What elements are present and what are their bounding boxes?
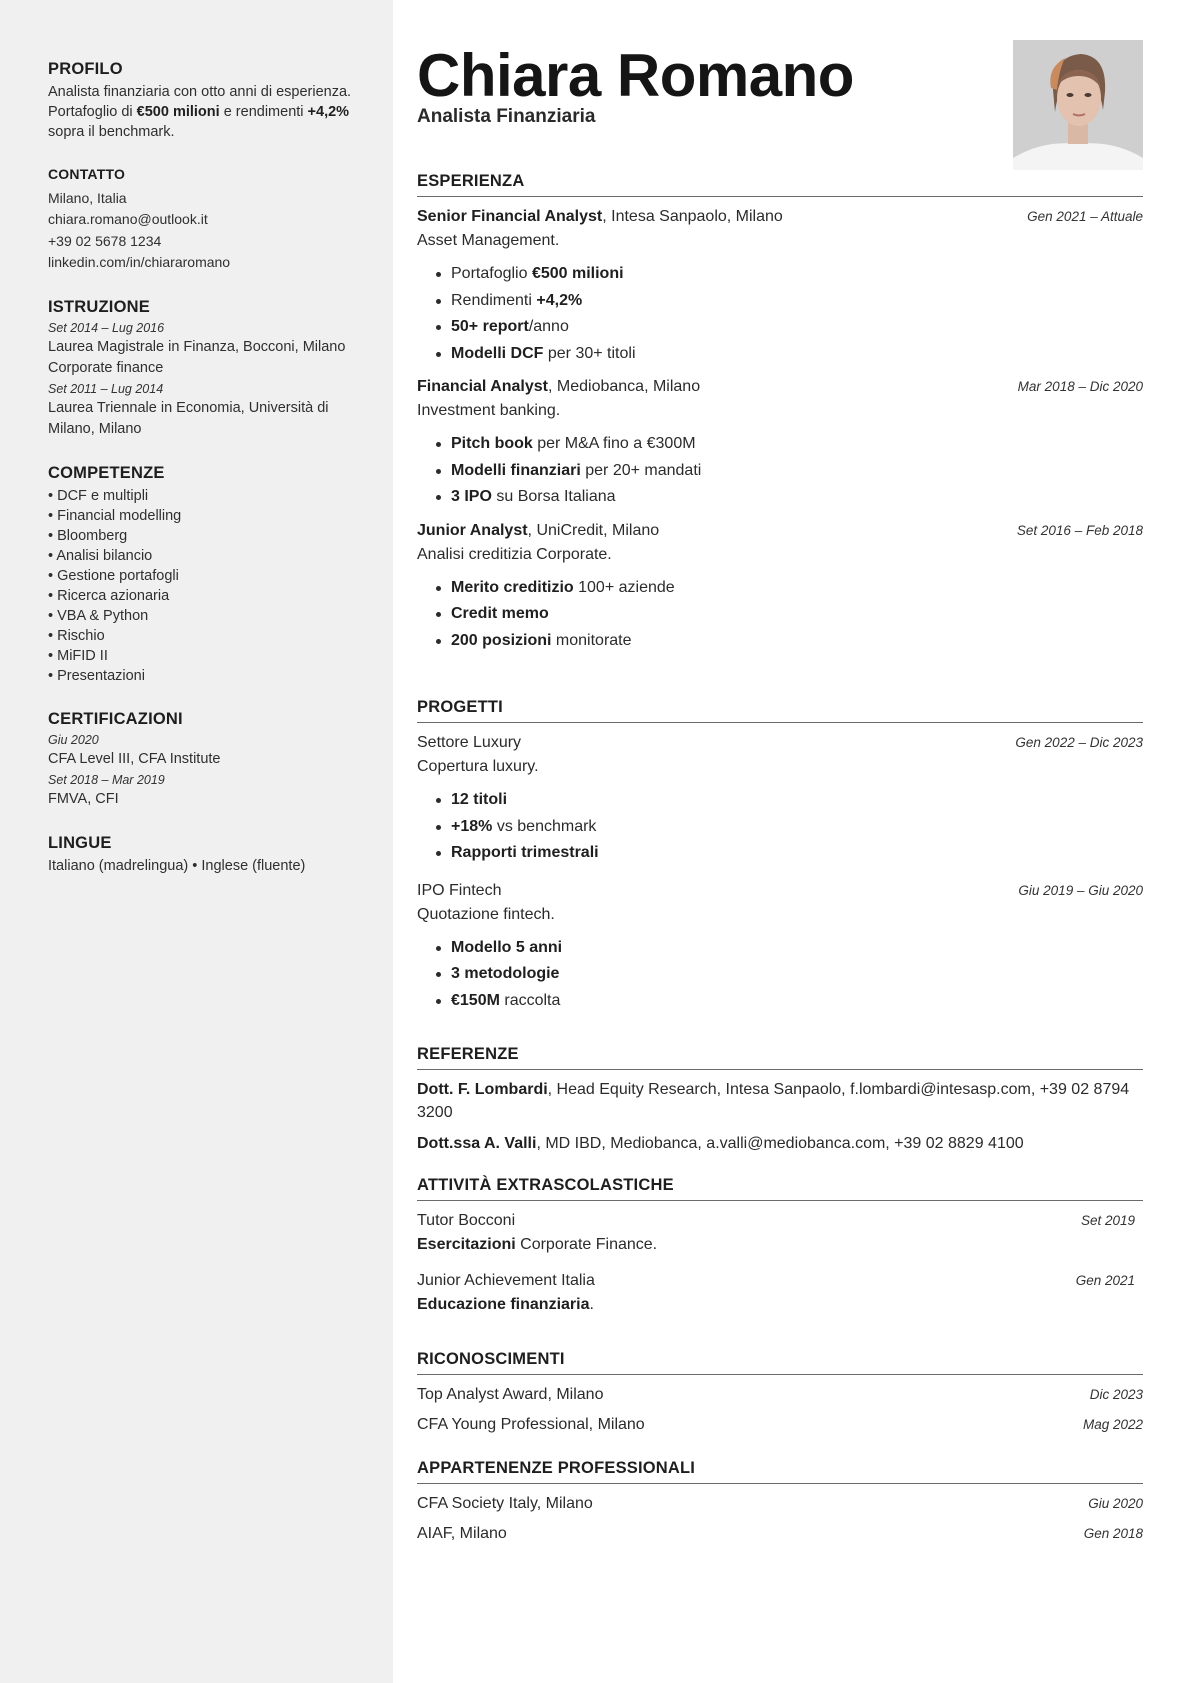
education-degree-line-1: Laurea Magistrale in Finanza, Bocconi, Milano <box>48 338 346 355</box>
skill-item: • Presentazioni <box>48 666 371 686</box>
job-header <box>417 205 1143 229</box>
sidebar <box>0 0 393 1683</box>
job-header <box>417 375 1143 399</box>
experience-title: ESPERIENZA <box>417 170 1143 197</box>
job-description: Investment banking. <box>417 402 561 419</box>
profile-text <box>48 82 371 142</box>
award-item <box>417 1413 1143 1437</box>
project-description: Copertura luxury. <box>417 758 539 775</box>
membership-name: AIAF, Milano <box>417 1525 507 1542</box>
bullet-item: Pitch book per M&A fino a €300M <box>451 431 1143 458</box>
experience-section <box>417 170 1143 654</box>
education-date: Set 2014 – Lug 2016 <box>48 320 165 335</box>
skill-item: • Bloomberg <box>48 526 371 546</box>
project-header <box>417 731 1143 755</box>
extracurricular-section <box>417 1174 1143 1317</box>
education-degree-line-2: Corporate finance <box>48 359 164 376</box>
contact-email-link[interactable]: chiara.romano@outlook.it <box>48 211 208 227</box>
job-title: Senior Financial Analyst <box>417 208 603 225</box>
education-item <box>48 381 371 440</box>
education-degree-line-1: Laurea Triennale in Economia, Università di <box>48 399 329 416</box>
membership-date: Gen 2018 <box>1083 1526 1143 1541</box>
job-bullets <box>451 575 1143 655</box>
languages-title: LINGUE <box>48 833 112 852</box>
job-header <box>417 519 1143 543</box>
education-section <box>48 296 371 440</box>
skill-item: • Ricerca azionaria <box>48 586 371 606</box>
project-entry <box>417 879 1143 1015</box>
membership-item <box>417 1492 1143 1516</box>
job-company: , Intesa Sanpaolo, Milano <box>602 208 783 225</box>
job-bullets <box>451 261 1143 367</box>
award-name: Top Analyst Award, Milano <box>417 1386 604 1403</box>
contact-title: CONTATTO <box>48 166 126 182</box>
certifications-section <box>48 708 371 810</box>
job-title: Financial Analyst <box>417 378 548 395</box>
bullet-item: 200 posizioni monitorate <box>451 628 1143 655</box>
project-date: Gen 2022 – Dic 2023 <box>1015 735 1143 750</box>
candidate-name: Chiara Romano <box>417 42 854 109</box>
profile-title: PROFILO <box>48 60 123 78</box>
extracurricular-title: ATTIVITÀ EXTRASCOLASTICHE <box>417 1174 1143 1201</box>
bullet-item: +18% vs benchmark <box>451 814 1143 841</box>
certifications-title: CERTIFICAZIONI <box>48 709 183 728</box>
job-date: Mar 2018 – Dic 2020 <box>1017 379 1143 394</box>
bullet-item: 12 titoli <box>451 787 1143 814</box>
activity-header <box>417 1269 1143 1293</box>
awards-title: RICONOSCIMENTI <box>417 1348 1143 1375</box>
education-degree <box>48 337 371 379</box>
reference-item <box>417 1078 1143 1124</box>
languages-text: Italiano (madrelingua) • Inglese (fluente) <box>48 857 306 874</box>
bullet-item: 50+ report/anno <box>451 314 1143 341</box>
bullet-item: Modelli finanziari per 20+ mandati <box>451 458 1143 485</box>
memberships-title: APPARTENENZE PROFESSIONALI <box>417 1457 1143 1484</box>
profile-portfolio-value: €500 milioni <box>136 104 220 120</box>
profile-returns-value: +4,2% <box>307 104 350 120</box>
certification-name: FMVA, CFI <box>48 790 119 807</box>
bullet-item: 3 metodologie <box>451 961 1143 988</box>
activity-name: Tutor Bocconi <box>417 1212 516 1229</box>
reference-name: Dott. F. Lombardi <box>417 1081 548 1098</box>
profile-line-1: Analista finanziaria con otto anni di esperienza. <box>48 84 352 100</box>
project-bullets <box>451 935 1143 1015</box>
skill-item: • Rischio <box>48 626 371 646</box>
job-title: Junior Analyst <box>417 521 528 539</box>
activity-date: Set 2019 <box>1080 1213 1135 1228</box>
job-date: Set 2016 – Feb 2018 <box>1016 522 1143 538</box>
reference-details: , Head Equity Research, Intesa Sanpaolo, f.lombardi@intesasp.com, +39 02 8794 3200 <box>417 1081 1130 1121</box>
job-description: Analisi creditizia Corporate. <box>417 545 612 563</box>
award-date: Mag 2022 <box>1082 1417 1143 1432</box>
award-item <box>417 1383 1143 1407</box>
education-item <box>48 320 371 379</box>
contact-linkedin-link[interactable]: linkedin.com/in/chiararomano <box>48 254 231 270</box>
award-name: CFA Young Professional, Milano <box>417 1416 645 1433</box>
bullet-item: Rendimenti +4,2% <box>451 288 1143 315</box>
bullet-item: Portafoglio €500 milioni <box>451 261 1143 288</box>
projects-section <box>417 696 1143 1014</box>
reference-item <box>417 1132 1143 1155</box>
references-title: REFERENZE <box>417 1043 1143 1070</box>
job-date: Gen 2021 – Attuale <box>1027 209 1143 224</box>
bullet-item: Rapporti trimestrali <box>451 840 1143 867</box>
award-date: Dic 2023 <box>1089 1387 1143 1402</box>
profile-line-2-mid: e rendimenti <box>219 104 308 120</box>
education-title: ISTRUZIONE <box>48 297 150 316</box>
job-entry <box>417 205 1143 367</box>
contact-phone[interactable]: +39 02 5678 1234 <box>48 232 162 249</box>
project-entry <box>417 731 1143 867</box>
job-title-company <box>417 519 659 543</box>
profile-line-2-start: Portafoglio di <box>48 104 137 120</box>
bullet-item: Modelli DCF per 30+ titoli <box>451 341 1143 368</box>
bullet-item: Merito creditizio 100+ aziende <box>451 575 1143 602</box>
education-date: Set 2011 – Lug 2014 <box>48 381 164 396</box>
activity-date: Gen 2021 <box>1075 1273 1135 1288</box>
project-name: Settore Luxury <box>417 734 522 751</box>
skill-item: • Gestione portafogli <box>48 566 371 586</box>
profile-line-3: sopra il benchmark. <box>48 124 175 140</box>
project-name: IPO Fintech <box>417 881 502 899</box>
activity-header <box>417 1209 1143 1233</box>
project-header <box>417 879 1143 903</box>
activity-description: Esercitazioni Corporate Finance. <box>417 1236 658 1253</box>
reference-name: Dott.ssa A. Valli <box>417 1135 537 1152</box>
skills-section <box>48 462 371 686</box>
membership-date: Giu 2020 <box>1088 1496 1143 1511</box>
certification-name: CFA Level III, CFA Institute <box>48 750 221 767</box>
candidate-role: Analista Finanziaria <box>417 106 596 127</box>
project-bullets <box>451 787 1143 867</box>
skills-title: COMPETENZE <box>48 463 165 482</box>
skill-item: • VBA & Python <box>48 606 371 626</box>
skill-item: • MiFID II <box>48 646 371 666</box>
bullet-item: Credit memo <box>451 601 1143 628</box>
job-bullets <box>451 431 1143 511</box>
profile-photo <box>1013 40 1143 170</box>
certification-date: Set 2018 – Mar 2019 <box>48 772 165 787</box>
bullet-item: €150M raccolta <box>451 988 1143 1015</box>
skill-item: • Analisi bilancio <box>48 546 371 566</box>
certification-date: Giu 2020 <box>48 732 99 747</box>
activity-entry <box>417 1269 1143 1317</box>
membership-item <box>417 1522 1143 1546</box>
activity-name: Junior Achievement Italia <box>417 1272 595 1289</box>
education-degree-line-2: Milano, Milano <box>48 420 142 437</box>
languages-section <box>48 832 371 876</box>
reference-details: , MD IBD, Mediobanca, a.valli@mediobanca.com, +39 02 8829 4100 <box>536 1135 1024 1152</box>
job-entry <box>417 375 1143 511</box>
job-company: , UniCredit, Milano <box>527 521 660 539</box>
activity-description: Educazione finanziaria. <box>417 1296 594 1313</box>
project-date: Giu 2019 – Giu 2020 <box>1018 882 1143 898</box>
job-description: Asset Management. <box>417 232 560 249</box>
memberships-section <box>417 1457 1143 1546</box>
contact-section <box>48 164 371 274</box>
job-title-company <box>417 375 700 399</box>
skill-item: • Financial modelling <box>48 506 371 526</box>
job-entry <box>417 519 1143 655</box>
membership-name: CFA Society Italy, Milano <box>417 1495 593 1512</box>
job-company: , Mediobanca, Milano <box>548 378 701 395</box>
bullet-item: 3 IPO su Borsa Italiana <box>451 484 1143 511</box>
education-degree <box>48 398 371 440</box>
references-section <box>417 1043 1143 1155</box>
activity-entry <box>417 1209 1143 1257</box>
profile-section <box>48 58 371 142</box>
job-title-company <box>417 205 783 229</box>
portrait-image <box>1013 40 1143 170</box>
contact-city: Milano, Italia <box>48 189 127 206</box>
bullet-item: Modello 5 anni <box>451 935 1143 962</box>
project-description: Quotazione fintech. <box>417 905 555 923</box>
awards-section <box>417 1348 1143 1437</box>
projects-title: PROGETTI <box>417 696 1143 723</box>
skill-item: • DCF e multipli <box>48 486 371 506</box>
skills-list <box>48 486 371 686</box>
